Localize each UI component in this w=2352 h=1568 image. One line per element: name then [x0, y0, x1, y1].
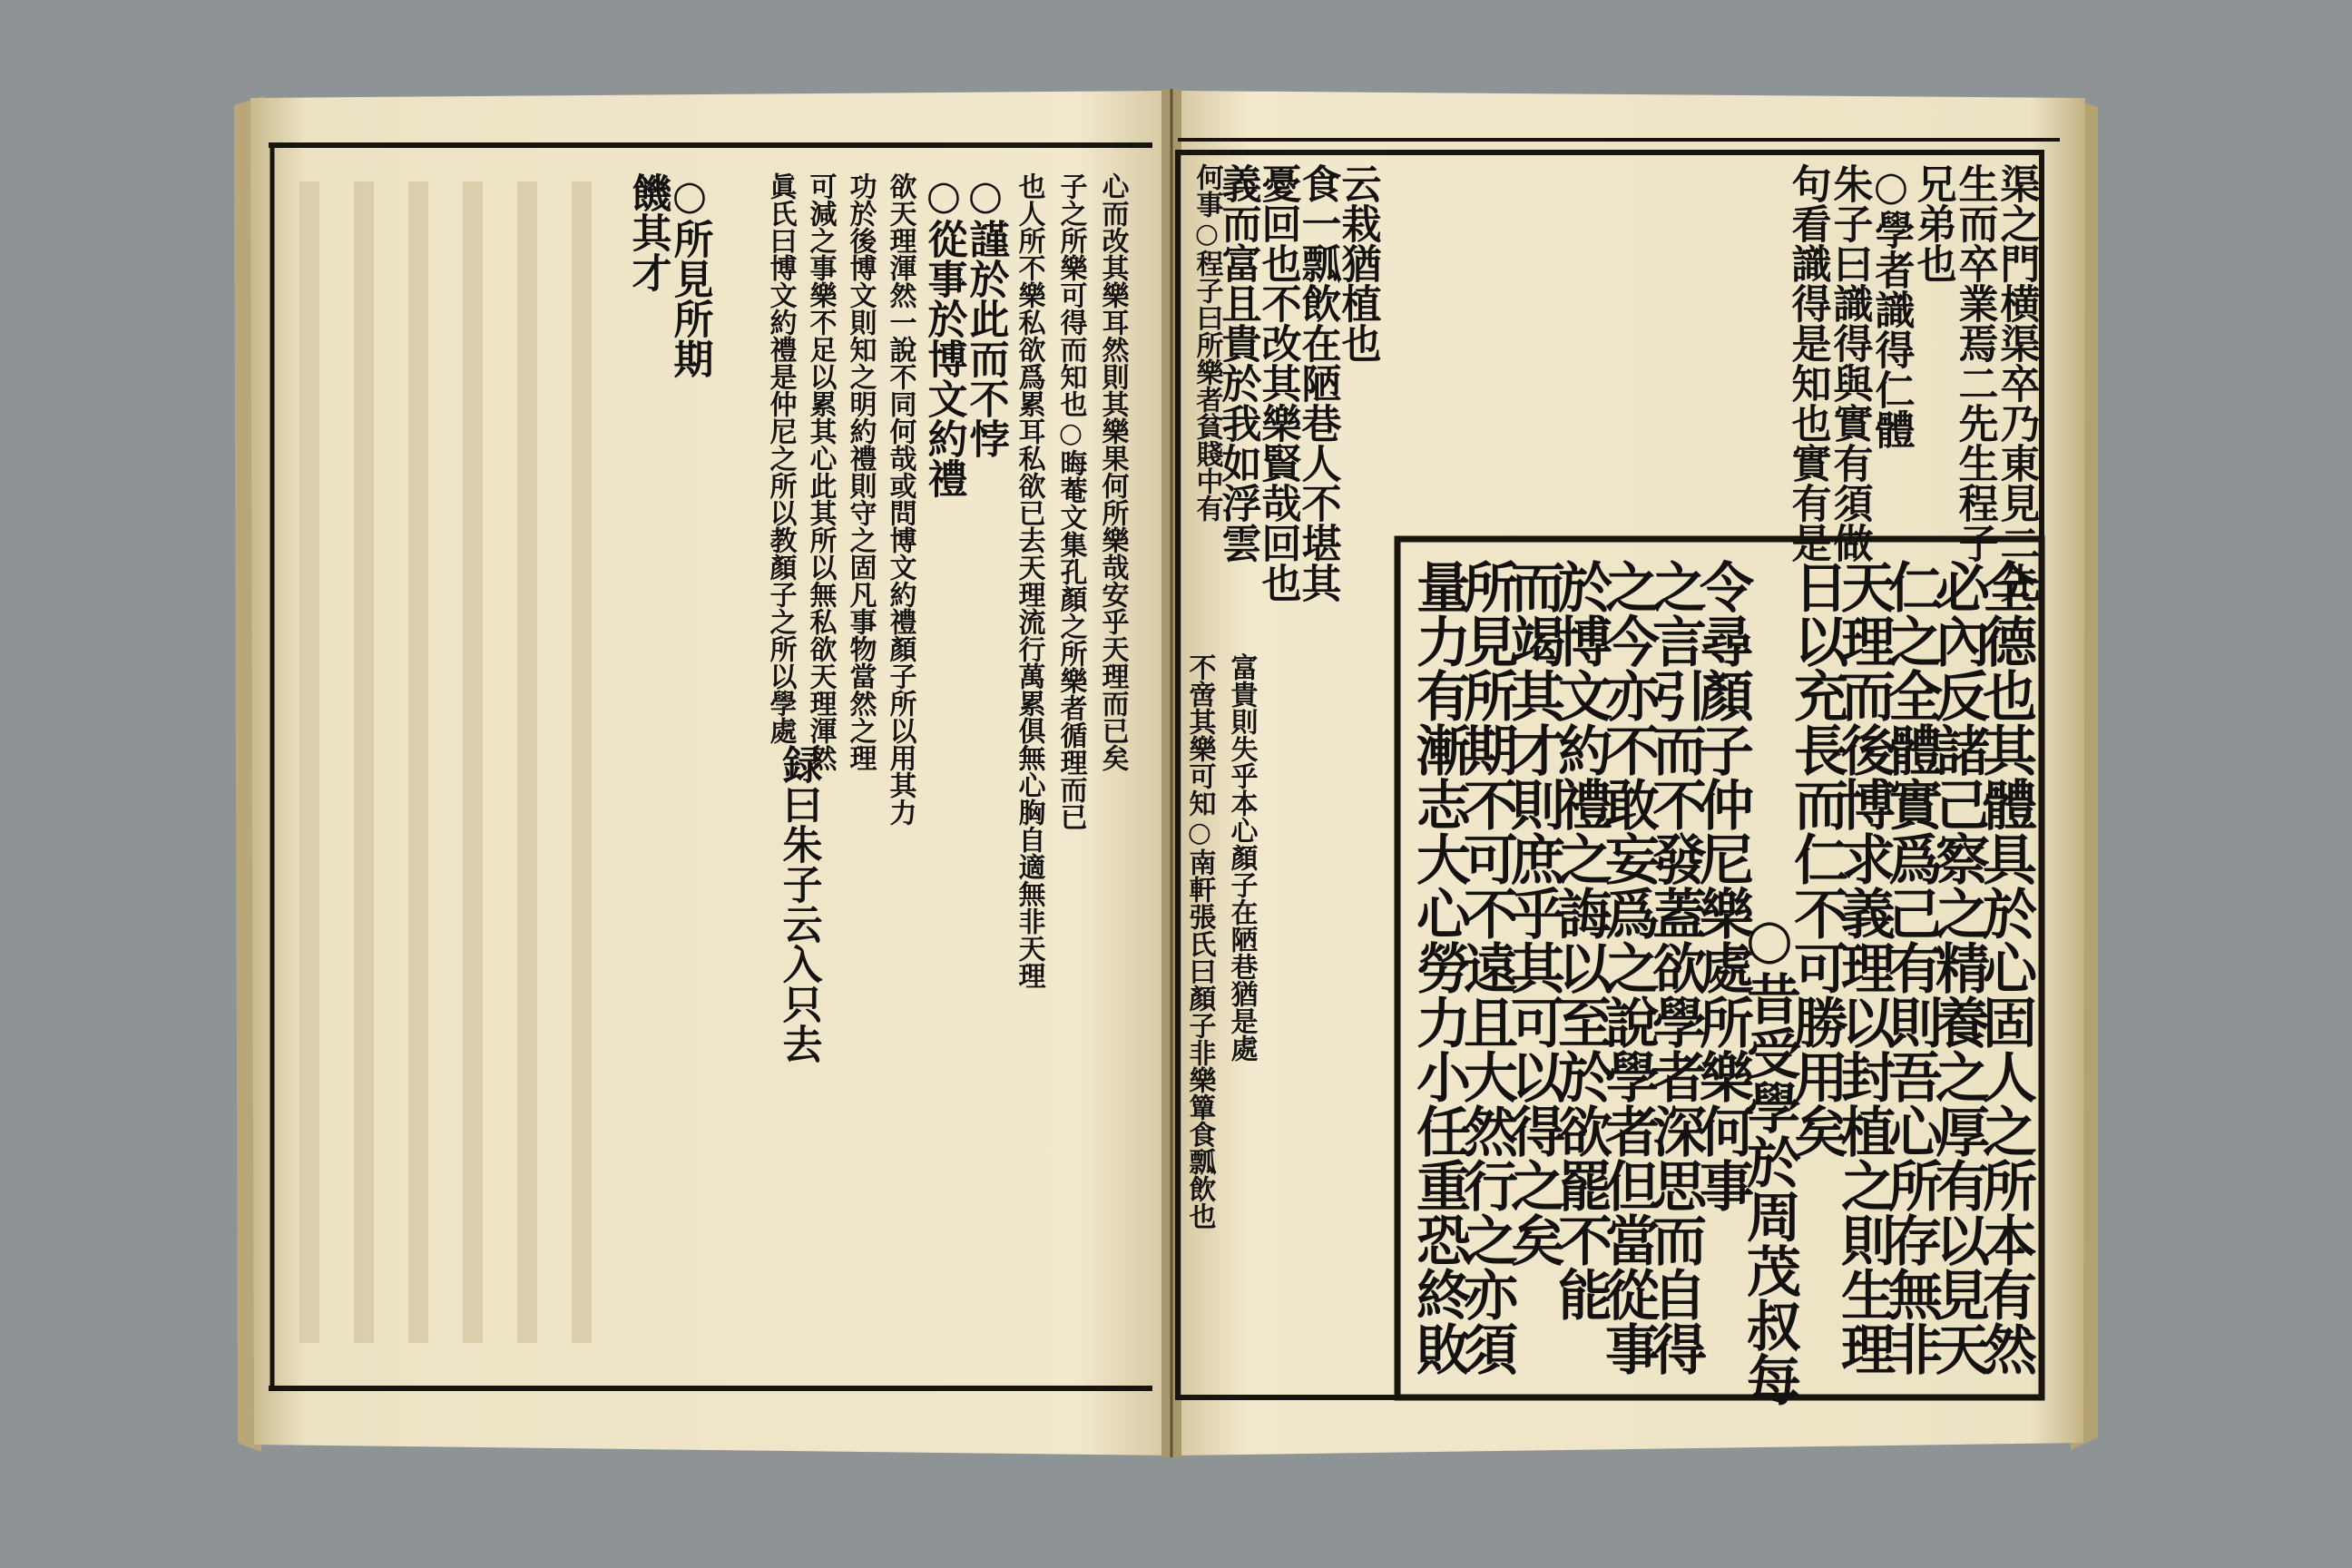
passage-column: 日以充長而仁不可勝用矣	[1785, 559, 1848, 1158]
commentary-column: 句看識得是知也實有是	[1784, 163, 1831, 563]
passage-column: 天理而後博求義理以封植之則生理	[1832, 559, 1896, 1376]
passage-column: 於博文約禮之誨以至於欲罷不能	[1549, 559, 1612, 1321]
passage-column: 之言引而不發蓋欲學者深思而自得	[1643, 559, 1707, 1376]
commentary-column: 饑其才	[624, 172, 671, 292]
passage-column: 必內反諸己察之精養之厚有以見天	[1926, 559, 1990, 1376]
passage-column: 仁之全體實爲己有則吾心所存無非	[1879, 559, 1943, 1376]
commentary-column: ○學者識得仁體	[1867, 163, 1915, 449]
commentary-column: 功於後博文則知之明約禮則守之固凡事物當然之理	[844, 172, 877, 771]
section-heading: ○謹於此而不悖	[962, 172, 1009, 458]
commentary-column: 也人所不樂私欲爲累耳私欲已去天理流行萬累俱無心胸自適無非天理	[1013, 172, 1045, 989]
commentary-column: 可減之事樂不足以累其心此其所以無私欲天理渾然	[804, 172, 837, 771]
commentary-column: 義而富且貴於我如浮雲	[1214, 163, 1261, 563]
commentary-column: 云栽猶植也	[1334, 163, 1381, 363]
section-heading: ○所見所期	[666, 172, 713, 378]
commentary-column: 心而改其樂耳然則其樂果何所樂哉安乎天理而已矣	[1096, 172, 1129, 771]
passage-column: 全德也其體具於心固人之所本有然	[1974, 559, 2037, 1376]
commentary-column: 欲天理渾然一說不同何哉或問博文約禮顏子所以用其力	[884, 172, 916, 826]
commentary-column: 朱子曰識得與實有須做	[1826, 163, 1873, 563]
passage-column: 令尋顏子仲尼樂處所樂何事	[1690, 559, 1754, 1212]
commentary-column: 富貴則失乎本心顏子在陋巷猶是處	[1225, 653, 1258, 1062]
commentary-column: 不啻其樂可知○南軒張氏曰顏子非樂簞食瓢飲也	[1183, 653, 1216, 1230]
commentary-column: 子之所樂可得而知也○晦菴文集孔顏之所樂者循理而已	[1054, 172, 1087, 830]
commentary-column: 食一瓢飲在陋巷人不堪其	[1294, 163, 1341, 603]
commentary-column: 兄弟也	[1909, 163, 1956, 283]
section-heading: ○從事於博文約禮	[920, 172, 967, 498]
passage-column: ○昔受學於周茂叔每	[1738, 907, 1801, 1406]
passage-column: 量力有漸志大心勞力小任重恐終敗	[1407, 559, 1471, 1376]
commentary-column: 生而卒業焉二先生程子	[1951, 163, 1998, 563]
commentary-column: 眞氏曰博文約禮是仲尼之所以教顏子之所以學處	[764, 172, 797, 744]
commentary-column: 録曰朱子云入只去	[775, 744, 822, 1063]
commentary-column: 何事○程子曰所樂者貧賤中有	[1191, 163, 1223, 522]
passage-column: 之今亦不敢妄爲之說學者但當從事	[1596, 559, 1660, 1376]
commentary-column: 憂回也不改其樂賢哉回也	[1254, 163, 1301, 603]
commentary-column: 渠之門横渠卒乃東見二先	[1993, 163, 2040, 603]
passage-column: 而竭其才則庶乎其可以得之矣	[1502, 559, 1565, 1267]
passage-column: 所見所期不可不遠且大然行之亦須	[1455, 559, 1518, 1376]
